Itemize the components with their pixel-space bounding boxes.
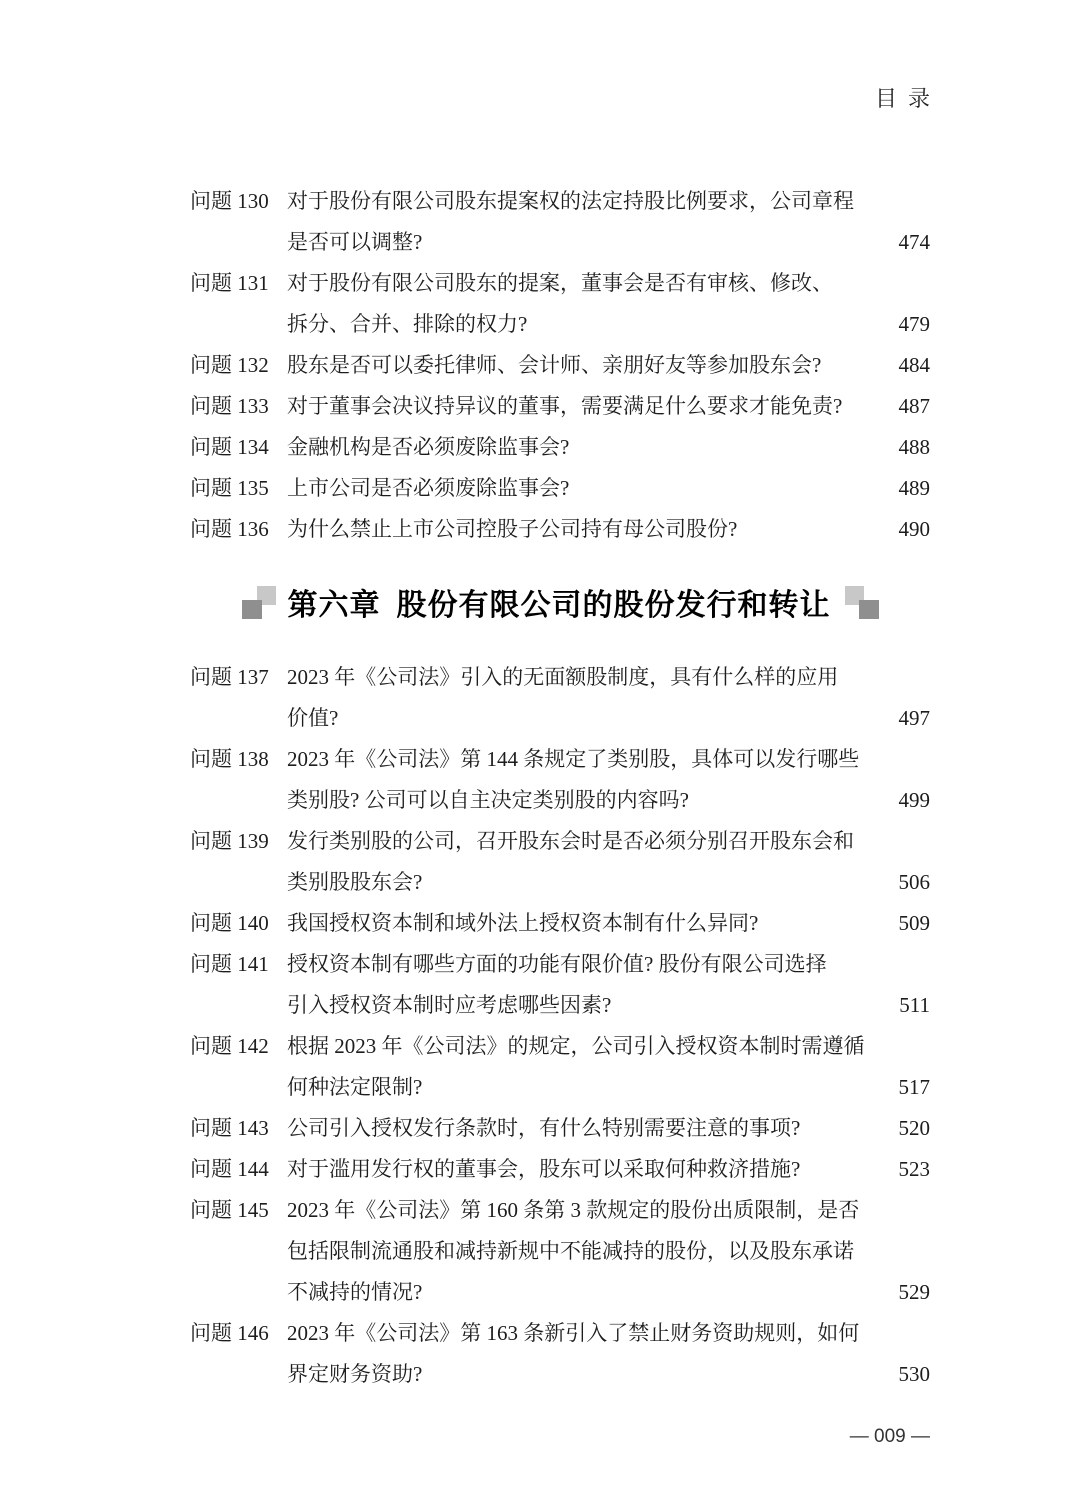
entry-label: 问题 136 <box>190 517 269 541</box>
entry-page-number: 479 <box>898 312 930 336</box>
entry-line <box>287 944 930 985</box>
entry-line <box>287 509 930 550</box>
entry-body <box>287 944 930 1026</box>
entry-line <box>287 222 930 263</box>
chapter-deco-left-icon <box>242 585 276 619</box>
toc-entry <box>190 427 930 468</box>
toc-entry <box>190 345 930 386</box>
entry-question-text: 价值? <box>287 706 339 730</box>
entry-label: 问题 137 <box>190 665 269 689</box>
toc-entry <box>190 821 930 903</box>
entry-question-text: 2023 年《公司法》第 144 条规定了类别股，具体可以发行哪些 <box>287 747 860 771</box>
entry-line <box>287 386 930 427</box>
entry-page-number: 489 <box>898 476 930 500</box>
entry-line <box>287 985 930 1026</box>
entry-question-text: 对于滥用发行权的董事会，股东可以采取何种救济措施? <box>287 1157 801 1181</box>
entry-body <box>287 427 930 468</box>
entry-page-number: 487 <box>898 394 930 418</box>
entry-label: 问题 140 <box>190 911 269 935</box>
entry-question-text: 界定财务资助? <box>287 1362 423 1386</box>
entry-line <box>287 1108 930 1149</box>
entry-page-number: 517 <box>898 1075 930 1099</box>
entry-question-text: 根据 2023 年《公司法》的规定，公司引入授权资本制时需遵循 <box>287 1034 865 1058</box>
entry-page-number: 529 <box>898 1280 930 1304</box>
entry-line <box>287 468 930 509</box>
entry-page-number: 523 <box>898 1157 930 1181</box>
entry-line <box>287 821 930 862</box>
deco-square-dark-icon <box>859 600 879 619</box>
toc-entry <box>190 386 930 427</box>
page-header-title: 目 录 <box>874 86 930 111</box>
entry-page-number: 520 <box>898 1116 930 1140</box>
entry-question-text: 2023 年《公司法》第 160 条第 3 款规定的股份出质限制，是否 <box>287 1198 860 1222</box>
entry-body <box>287 1026 930 1108</box>
entry-page-number: 474 <box>898 230 930 254</box>
entry-label: 问题 142 <box>190 1034 269 1058</box>
entry-line <box>287 1149 930 1190</box>
entry-label: 问题 143 <box>190 1116 269 1140</box>
entry-label: 问题 141 <box>190 952 269 976</box>
entry-question-text: 引入授权资本制时应考虑哪些因素? <box>287 993 612 1017</box>
entry-line <box>287 1272 930 1313</box>
toc-entry <box>190 944 930 1026</box>
entry-label: 问题 145 <box>190 1198 269 1222</box>
entry-page-number: 509 <box>898 911 930 935</box>
entry-question-text: 不减持的情况? <box>287 1280 423 1304</box>
entry-label: 问题 130 <box>190 189 269 213</box>
toc-section-chapter-six <box>190 657 930 1395</box>
entry-body <box>287 345 930 386</box>
entry-body <box>287 821 930 903</box>
entry-body <box>287 903 930 944</box>
entry-line <box>287 1026 930 1067</box>
entry-body <box>287 509 930 550</box>
chapter-heading <box>190 576 930 628</box>
entry-line <box>287 903 930 944</box>
entry-question-text: 拆分、合并、排除的权力? <box>287 312 528 336</box>
entry-label: 问题 131 <box>190 271 269 295</box>
entry-question-text: 公司引入授权发行条款时，有什么特别需要注意的事项? <box>287 1116 801 1140</box>
entry-line <box>287 780 930 821</box>
entry-line <box>287 862 930 903</box>
entry-body <box>287 739 930 821</box>
entry-question-text: 发行类别股的公司，召开股东会时是否必须分别召开股东会和 <box>287 829 854 853</box>
entry-body <box>287 1313 930 1395</box>
entry-question-text: 类别股股东会? <box>287 870 423 894</box>
entry-question-text: 上市公司是否必须废除监事会? <box>287 476 570 500</box>
toc-entry <box>190 903 930 944</box>
page-footer <box>190 1404 930 1470</box>
entry-question-text: 类别股? 公司可以自主决定类别股的内容吗? <box>287 788 689 812</box>
toc-entry <box>190 739 930 821</box>
entry-question-text: 何种法定限制? <box>287 1075 423 1099</box>
toc-entry <box>190 468 930 509</box>
entry-page-number: 488 <box>898 435 930 459</box>
entry-label: 问题 146 <box>190 1321 269 1345</box>
entry-question-text: 2023 年《公司法》引入的无面额股制度，具有什么样的应用 <box>287 665 839 689</box>
deco-square-dark-icon <box>242 600 262 619</box>
entry-question-text: 对于股份有限公司股东的提案，董事会是否有审核、修改、 <box>287 271 833 295</box>
entry-question-text: 我国授权资本制和域外法上授权资本制有什么异同? <box>287 911 759 935</box>
toc-entry <box>190 657 930 739</box>
entry-question-text: 授权资本制有哪些方面的功能有限价值? 股份有限公司选择 <box>287 952 827 976</box>
entry-body <box>287 657 930 739</box>
entry-page-number: 511 <box>899 993 930 1017</box>
entry-line <box>287 263 930 304</box>
entry-body <box>287 181 930 263</box>
entry-page-number: 530 <box>898 1362 930 1386</box>
entry-line <box>287 1067 930 1108</box>
chapter-number: 第六章 <box>287 589 381 622</box>
entry-line <box>287 1231 930 1272</box>
toc-entry <box>190 1190 930 1313</box>
entry-line <box>287 304 930 345</box>
entry-label: 问题 132 <box>190 353 269 377</box>
toc-entry <box>190 1313 930 1395</box>
entry-line <box>287 657 930 698</box>
entry-line <box>287 739 930 780</box>
entry-page-number: 497 <box>898 706 930 730</box>
entry-question-text: 是否可以调整? <box>287 230 423 254</box>
entry-body <box>287 468 930 509</box>
toc-entry <box>190 181 930 263</box>
entry-label: 问题 135 <box>190 476 269 500</box>
entry-label: 问题 138 <box>190 747 269 771</box>
entry-page-number: 484 <box>898 353 930 377</box>
toc-entry <box>190 263 930 345</box>
entry-page-number: 499 <box>898 788 930 812</box>
entry-question-text: 对于董事会决议持异议的董事，需要满足什么要求才能免责? <box>287 394 843 418</box>
entry-question-text: 2023 年《公司法》第 163 条新引入了禁止财务资助规则，如何 <box>287 1321 860 1345</box>
entry-label: 问题 139 <box>190 829 269 853</box>
footer-page-number: — 009 — <box>849 1426 930 1447</box>
toc-entry <box>190 509 930 550</box>
entry-body <box>287 1190 930 1313</box>
toc-entry <box>190 1108 930 1149</box>
entry-question-text: 包括限制流通股和减持新规中不能减持的股份，以及股东承诺 <box>287 1239 854 1263</box>
entry-line <box>287 345 930 386</box>
entry-label: 问题 133 <box>190 394 269 418</box>
entry-line <box>287 698 930 739</box>
entry-line <box>287 181 930 222</box>
entry-page-number: 490 <box>898 517 930 541</box>
entry-line <box>287 427 930 468</box>
entry-question-text: 对于股份有限公司股东提案权的法定持股比例要求，公司章程 <box>287 189 854 213</box>
chapter-deco-right-icon <box>845 585 879 619</box>
toc-entry <box>190 1149 930 1190</box>
chapter-title: 股份有限公司的股份发行和转让 <box>396 589 831 622</box>
toc-entry <box>190 1026 930 1108</box>
entry-line <box>287 1354 930 1395</box>
toc-section-previous-chapter <box>190 181 930 550</box>
entry-body <box>287 263 930 345</box>
entry-body <box>287 1108 930 1149</box>
entry-question-text: 金融机构是否必须废除监事会? <box>287 435 570 459</box>
entry-body <box>287 386 930 427</box>
entry-line <box>287 1313 930 1354</box>
entry-question-text: 股东是否可以委托律师、会计师、亲朋好友等参加股东会? <box>287 353 822 377</box>
entry-body <box>287 1149 930 1190</box>
entry-page-number: 506 <box>898 870 930 894</box>
entry-question-text: 为什么禁止上市公司控股子公司持有母公司股份? <box>287 517 738 541</box>
entry-line <box>287 1190 930 1231</box>
entry-label: 问题 144 <box>190 1157 269 1181</box>
entry-label: 问题 134 <box>190 435 269 459</box>
